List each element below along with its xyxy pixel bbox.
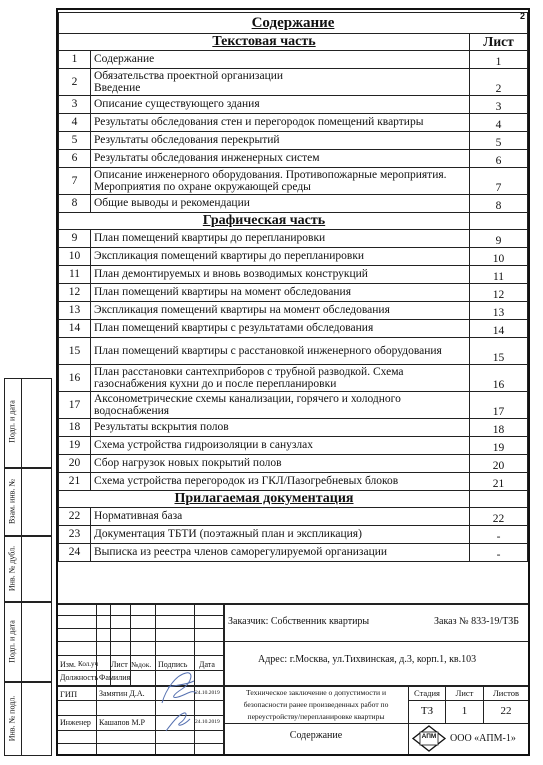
date-gip: 24.10.2019 — [195, 690, 220, 696]
col-header-signature: Подпись — [158, 660, 188, 669]
page-title: Содержание — [59, 13, 528, 34]
row-number: 23 — [59, 526, 91, 544]
row-number: 18 — [59, 419, 91, 437]
col-header-ndok: №док. — [131, 660, 152, 669]
row-number: 19 — [59, 437, 91, 455]
col-header-koluch: Кол.уч — [78, 660, 98, 668]
contents-table — [58, 12, 528, 562]
contents-row — [59, 302, 528, 320]
row-page: 22 — [470, 508, 528, 526]
row-page: 20 — [470, 455, 528, 473]
row-title: Результаты обследования стен и перегородок помещений квартиры — [91, 114, 470, 132]
section-heading: Прилагаемая документация — [59, 491, 470, 508]
row-number: 20 — [59, 455, 91, 473]
row-number: 5 — [59, 132, 91, 150]
row-title: План помещений квартиры с результатами обследования — [91, 320, 470, 338]
side-label-2: Взам. инв. № — [7, 478, 17, 525]
row-number: 15 — [59, 338, 91, 365]
contents-row — [59, 248, 528, 266]
row-title: Нормативная база — [91, 508, 470, 526]
contents-row — [59, 320, 528, 338]
row-page: 17 — [470, 392, 528, 419]
contents-row — [59, 168, 528, 195]
section-header — [59, 491, 528, 508]
row-number: 9 — [59, 230, 91, 248]
row-page: 10 — [470, 248, 528, 266]
role-gip: ГИП — [60, 689, 78, 699]
name-gip: Замятин Д.А. — [99, 689, 145, 698]
row-page: 9 — [470, 230, 528, 248]
row-number: 10 — [59, 248, 91, 266]
row-number: 8 — [59, 195, 91, 213]
contents-row — [59, 114, 528, 132]
address: Адрес: г.Москва, ул.Тихвинская, д.3, корп.1, кв.103 — [258, 654, 477, 665]
sheets-header: Листов — [493, 688, 519, 698]
row-number: 24 — [59, 544, 91, 562]
row-page: 6 — [470, 150, 528, 168]
order-number: Заказ № 833-19/ТЗБ — [434, 616, 520, 627]
contents-row — [59, 96, 528, 114]
row-number: 4 — [59, 114, 91, 132]
row-title: Схема устройства гидроизоляции в санузлах — [91, 437, 470, 455]
row-page: - — [470, 544, 528, 562]
col-header-list: Лист — [111, 660, 128, 669]
sheet-header: Лист — [455, 688, 474, 698]
row-page: 16 — [470, 365, 528, 392]
contents-row — [59, 69, 528, 96]
customer: Заказчик: Собственник квартиры — [228, 616, 370, 627]
row-title: Аксонометрические схемы канализации, горячего и холодного водоснабжения — [91, 392, 470, 419]
row-title: Общие выводы и рекомендации — [91, 195, 470, 213]
row-number: 14 — [59, 320, 91, 338]
row-title: План демонтируемых и вновь возводимых конструкций — [91, 266, 470, 284]
side-field-3 — [4, 536, 52, 602]
side-label-3: Инв. № дубл. — [7, 545, 17, 592]
row-number: 3 — [59, 96, 91, 114]
row-number: 6 — [59, 150, 91, 168]
row-page: 15 — [470, 338, 528, 365]
section-heading: Текстовая часть — [59, 34, 470, 51]
section-heading: Графическая часть — [59, 213, 470, 230]
side-field-5 — [4, 682, 52, 756]
contents-row — [59, 195, 528, 213]
section-header — [59, 34, 528, 51]
date-engineer: 24.10.2019 — [195, 719, 220, 725]
row-title: Описание существующего здания — [91, 96, 470, 114]
row-number: 11 — [59, 266, 91, 284]
row-number: 7 — [59, 168, 91, 195]
document-description: Техническое заключение о допустимости и безопасности ранее произведенных работ по переустройству/перепланировке квартиры — [243, 688, 389, 721]
row-number: 21 — [59, 473, 91, 491]
row-page: - — [470, 526, 528, 544]
logo-text: АПМ — [421, 733, 437, 740]
sheets-value: 22 — [500, 705, 512, 717]
row-title: Сбор нагрузок новых покрытий полов — [91, 455, 470, 473]
section-header — [59, 213, 528, 230]
list-column-header: Лист — [470, 34, 528, 51]
contents-row — [59, 230, 528, 248]
contents-row — [59, 419, 528, 437]
row-title: План помещений квартиры на момент обследования — [91, 284, 470, 302]
row-title: Описание инженерного оборудования. Противопожарные мероприятия. Мероприятия по охране окружающей среды — [91, 168, 470, 195]
signature-engineer — [162, 709, 194, 735]
col-header-izm: Изм. — [60, 660, 76, 669]
row-page: 11 — [470, 266, 528, 284]
row-number: 12 — [59, 284, 91, 302]
row-page: 7 — [470, 168, 528, 195]
list-column-header — [470, 491, 528, 508]
row-title: Результаты обследования инженерных систем — [91, 150, 470, 168]
row-number: 22 — [59, 508, 91, 526]
contents-row — [59, 508, 528, 526]
contents-row — [59, 473, 528, 491]
contents-row — [59, 544, 528, 562]
row-number: 16 — [59, 365, 91, 392]
contents-row — [59, 150, 528, 168]
row-page: 13 — [470, 302, 528, 320]
row-page: 14 — [470, 320, 528, 338]
contents-row — [59, 365, 528, 392]
row-page: 8 — [470, 195, 528, 213]
row-page: 5 — [470, 132, 528, 150]
sheet-title: Содержание — [289, 730, 343, 741]
side-field-1 — [4, 378, 52, 468]
col-header-date: Дата — [199, 660, 215, 669]
side-label-5: Инв. № подл. — [7, 695, 17, 742]
contents-row — [59, 392, 528, 419]
signature-gip — [156, 669, 202, 709]
side-label-4: Подп. и дата — [7, 620, 17, 663]
position-header: Должность — [60, 673, 99, 682]
title-block — [58, 603, 528, 754]
sheet-value: 1 — [461, 705, 468, 717]
row-title: План помещений квартиры до перепланировки — [91, 230, 470, 248]
row-number: 2 — [59, 69, 91, 96]
contents-row — [59, 51, 528, 69]
surname-header: Фамилия — [99, 673, 131, 682]
row-title: Результаты обследования перекрытий — [91, 132, 470, 150]
row-title: План помещений квартиры с расстановкой инженерного оборудования — [91, 338, 470, 365]
row-page: 3 — [470, 96, 528, 114]
contents-row — [59, 266, 528, 284]
page-number: 2 — [520, 11, 526, 21]
side-field-2 — [4, 468, 52, 536]
row-title: Документация ТБТИ (поэтажный план и экспликация) — [91, 526, 470, 544]
contents-row — [59, 455, 528, 473]
name-engineer: Кашапов М.Р — [99, 718, 146, 727]
row-page: 1 — [470, 51, 528, 69]
row-number: 13 — [59, 302, 91, 320]
row-page: 2 — [470, 69, 528, 96]
row-page: 18 — [470, 419, 528, 437]
row-title: Обязательства проектной организации Введение — [91, 69, 470, 96]
list-column-header — [470, 213, 528, 230]
stage-header: Стадия — [414, 688, 440, 698]
contents-row — [59, 526, 528, 544]
contents-row — [59, 132, 528, 150]
row-title: Результаты вскрытия полов — [91, 419, 470, 437]
row-page: 21 — [470, 473, 528, 491]
row-page: 4 — [470, 114, 528, 132]
row-title: Экспликация помещений квартиры до перепланировки — [91, 248, 470, 266]
row-number: 17 — [59, 392, 91, 419]
role-engineer: Инженер — [60, 718, 91, 727]
side-label-1: Подп. и дата — [7, 400, 17, 443]
row-title: Содержание — [91, 51, 470, 69]
stage-value: ТЗ — [420, 705, 434, 717]
row-title: Выписка из реестра членов саморегулируемой организации — [91, 544, 470, 562]
row-title: План расстановки сантехприборов с трубной разводкой. Схема газоснабжения кухни до и после перепланировки — [91, 365, 470, 392]
contents-row — [59, 338, 528, 365]
side-field-4 — [4, 602, 52, 682]
row-number: 1 — [59, 51, 91, 69]
row-page: 12 — [470, 284, 528, 302]
contents-row — [59, 437, 528, 455]
row-page: 19 — [470, 437, 528, 455]
company-name: ООО «АПМ-1» — [450, 733, 516, 744]
contents-row — [59, 284, 528, 302]
row-title: Схема устройства перегородок из ГКЛ/Пазогребневых блоков — [91, 473, 470, 491]
row-title: Экспликация помещений квартиры на момент обследования — [91, 302, 470, 320]
